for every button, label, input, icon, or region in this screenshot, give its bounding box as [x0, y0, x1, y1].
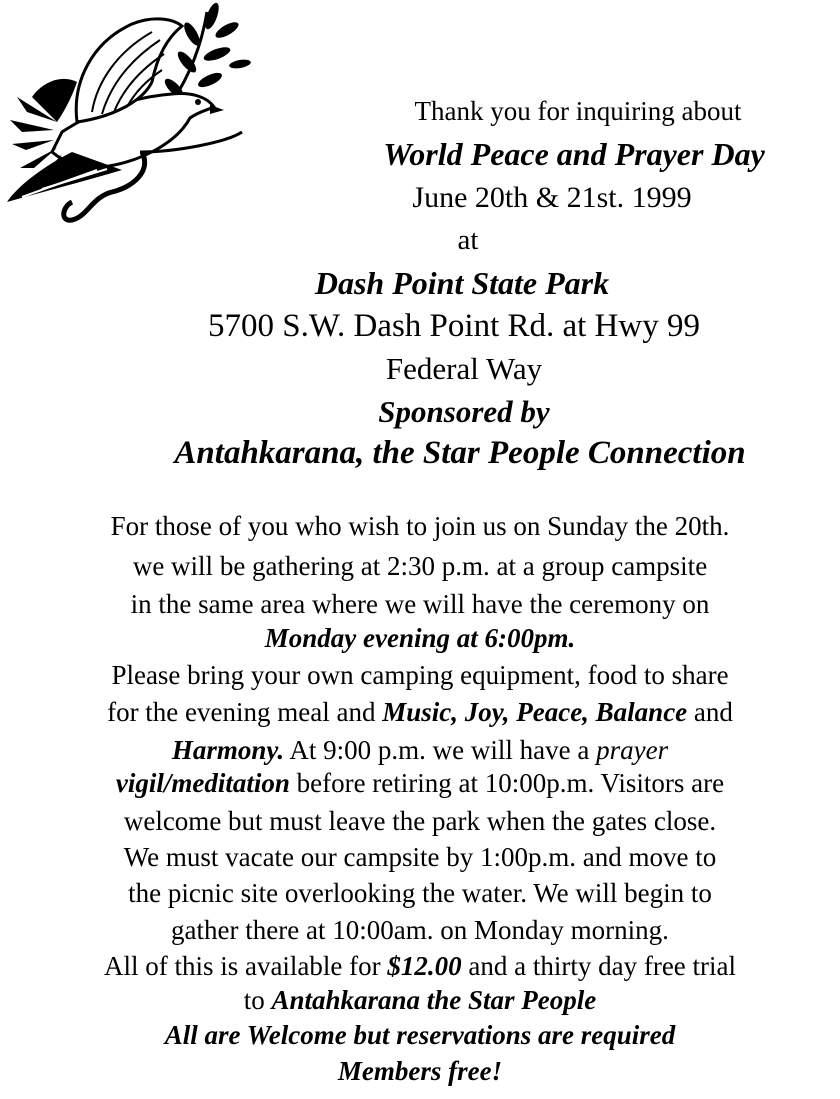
body-line-13 [0, 953, 840, 980]
body-line-1: For those of you who wish to join us on Sunday the 20th. [110, 511, 730, 541]
body-line-14 [0, 987, 840, 1014]
body-line-6-emphasis: Music, Joy, Peace, Balance [382, 697, 688, 727]
body-line-6-part-c: and [687, 697, 733, 727]
body-line-7 [0, 737, 840, 764]
body-line-6-part-a: for the evening meal and [107, 697, 383, 727]
body-line-8-emphasis: vigil/meditation [115, 768, 290, 798]
body-line-13-part-c: and a thirty day free trial [461, 951, 737, 981]
at-text: at [457, 224, 479, 256]
body-line-5: Please bring your own camping equipment, food to share [111, 660, 729, 690]
body-line-7-italic: prayer [596, 735, 669, 765]
venue-address: 5700 S.W. Dash Point Rd. at Hwy 99 [208, 308, 700, 344]
event-dates: June 20th & 21st. 1999 [412, 181, 692, 214]
reservations-note: All are Welcome but reservations are required [164, 1020, 676, 1050]
body-line-4: Monday evening at 6:00pm. [264, 623, 576, 653]
body-line-13-part-a: All of this is available for [103, 951, 388, 981]
members-free-note: Members free! [337, 1056, 503, 1086]
body-line-3: in the same area where we will have the ceremony on [130, 589, 710, 619]
sponsored-by-label: Sponsored by [378, 394, 550, 429]
body-line-7-part-b: At 9:00 p.m. we will have a [284, 735, 597, 765]
price-text: $12.00 [387, 951, 462, 981]
intro-text: Thank you for inquiring about [414, 96, 742, 126]
body-line-12: gather there at 10:00am. on Monday morning. [171, 915, 669, 945]
body-line-9: welcome but must leave the park when the gates close. [123, 806, 717, 836]
body-line-6 [0, 699, 840, 726]
body-line-11: the picnic site overlooking the water. We will begin to [128, 878, 712, 908]
body-line-8 [0, 770, 840, 797]
body-line-10: We must vacate our campsite by 1:00p.m. and move to [123, 842, 717, 872]
body-line-8-part-b: before retiring at 10:00p.m. Visitors are [289, 768, 725, 798]
body-line-14-part-a: to [243, 985, 272, 1015]
body-line-2: we will be gathering at 2:30 p.m. at a group campsite [132, 551, 708, 581]
event-name-heading: World Peace and Prayer Day [383, 136, 765, 172]
venue-city: Federal Way [385, 351, 543, 386]
venue-heading: Dash Point State Park [314, 265, 610, 301]
sponsor-name: Antahkarana, the Star People Connection [174, 435, 746, 471]
body-line-7-emphasis: Harmony. [171, 735, 285, 765]
body-line-14-emphasis: Antahkarana the Star People [271, 985, 597, 1015]
